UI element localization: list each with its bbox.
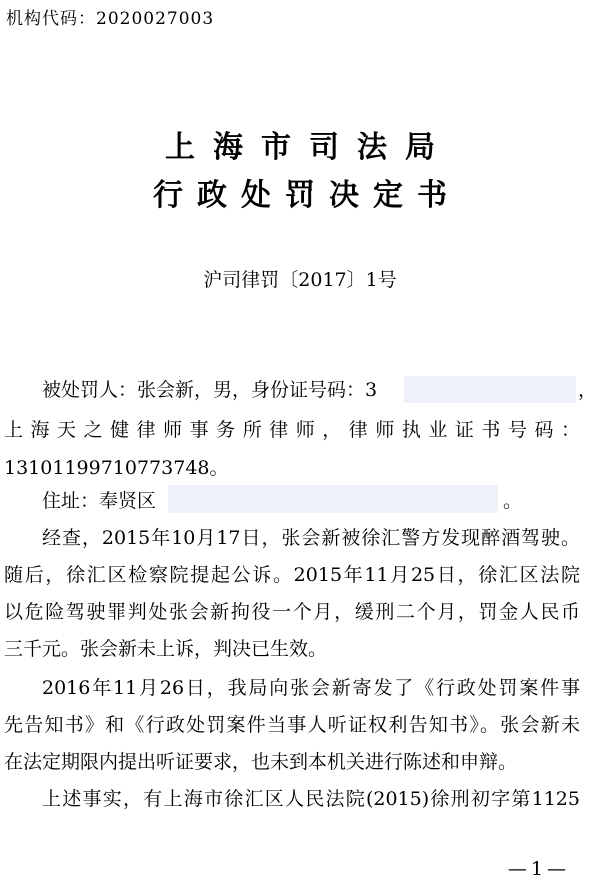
redacted-id-number [404, 376, 576, 403]
body-line-6: 随后，徐汇区检察院提起公诉。2015年11月25日，徐汇区法院 [4, 564, 580, 586]
body-line-2: 上海天之健律师事务所律师，律师执业证书号码： [4, 419, 580, 441]
document-number: 沪司律罚〔2017〕1号 [203, 269, 397, 291]
body-line-4b: 。 [503, 490, 523, 512]
body-line-1b: ， [578, 379, 598, 401]
body-line-3: 13101199710773748。 [4, 457, 229, 479]
org-code: 机构代码：2020027003 [6, 9, 215, 29]
page-number: —1— [507, 858, 570, 880]
body-line-12: 上述事实，有上海市徐汇区人民法院(2015)徐刑初字第1125 [42, 788, 580, 810]
body-line-5: 经查，2015年10月17日，张会新被徐汇警方发现醉酒驾驶。 [42, 527, 580, 549]
redacted-address [168, 485, 498, 513]
body-line-1a: 被处罚人：张会新，男，身份证号码：3 [42, 379, 378, 401]
body-line-9: 2016年11月26日，我局向张会新寄发了《行政处罚案件事 [42, 677, 580, 699]
document-title: 行政处罚决定书 [153, 178, 461, 213]
issuer-title: 上海市司法局 [165, 130, 453, 165]
body-line-11: 在法定期限内提出听证要求，也未到本机关进行陈述和申辩。 [4, 751, 518, 773]
body-line-7: 以危险驾驶罪判处张会新拘役一个月，缓刑二个月，罚金人民币 [4, 601, 580, 623]
body-line-10: 先告知书》和《行政处罚案件当事人听证权利告知书》。张会新未 [4, 714, 580, 736]
body-line-4a: 住址：奉贤区 [42, 490, 157, 512]
body-line-8: 三千元。张会新未上诉，判决已生效。 [4, 638, 328, 660]
